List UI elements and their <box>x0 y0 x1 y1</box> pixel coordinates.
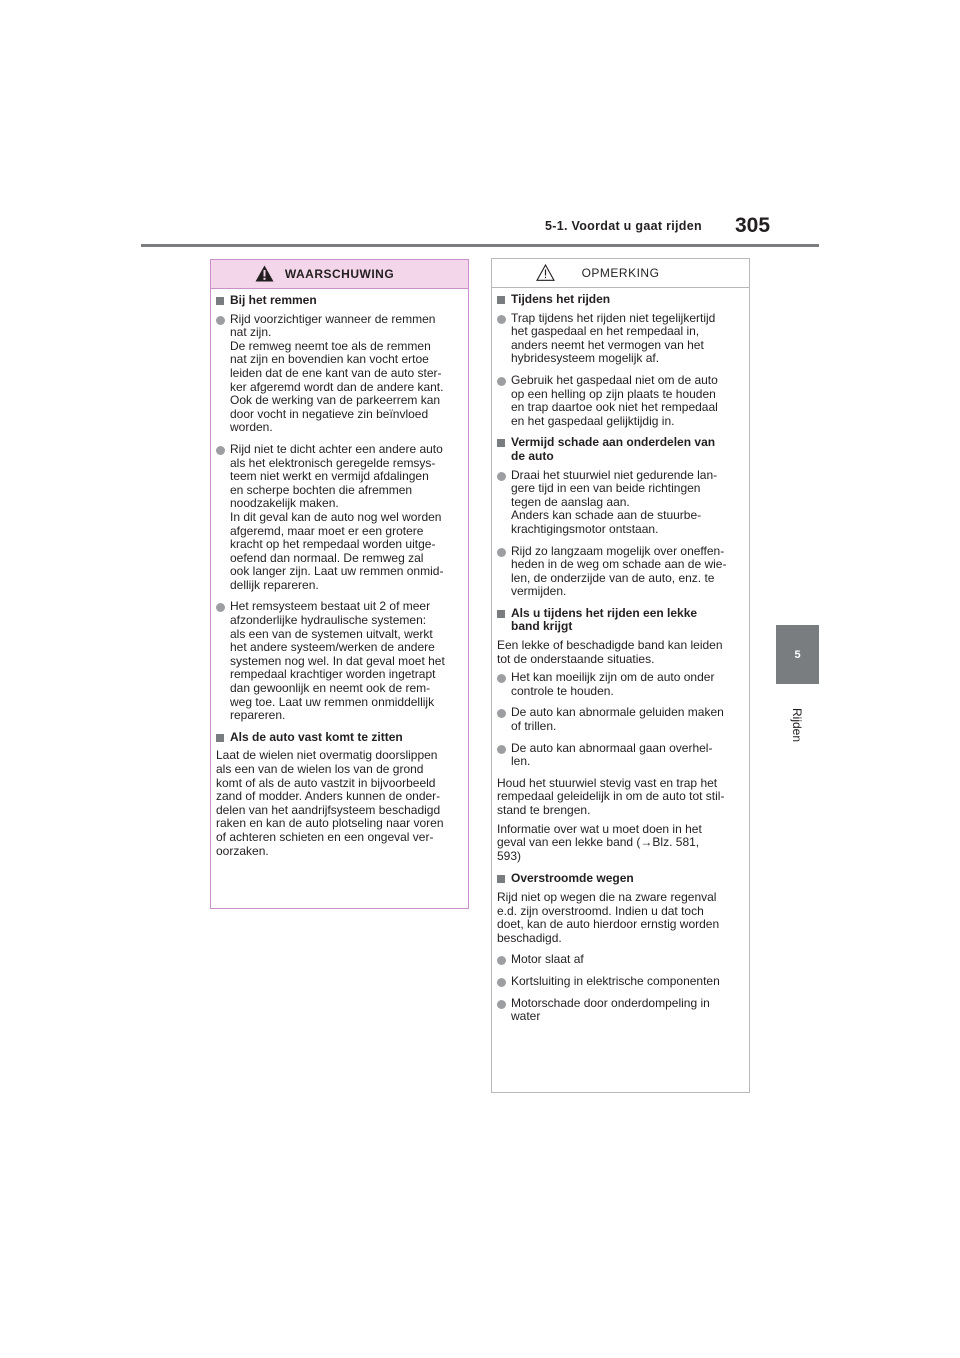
text-line: heden in de weg om schade aan de wie- <box>511 557 727 572</box>
text-line: noodzakelijk maken. <box>230 496 339 511</box>
chapter-tab <box>776 625 819 684</box>
text-line: het gaspedaal en het rempedaal in, <box>511 324 700 339</box>
text-line: of trillen. <box>511 719 557 734</box>
text-line: Laat de wielen niet overmatig doorslippen <box>216 748 438 763</box>
text-line: 593) <box>497 848 522 863</box>
text-line: Ook de werking van de parkeerrem kan <box>230 393 441 408</box>
header-rule <box>141 244 819 247</box>
text-line: De auto kan abnormale geluiden maken <box>511 705 724 720</box>
note-bullet <box>497 374 745 428</box>
note-section-heading: Tijdens het rijden <box>497 293 745 307</box>
text-line: Informatie over wat u moet doen in het <box>497 821 702 836</box>
note-bullet <box>497 742 745 769</box>
text-line: Het remsysteem bestaat uit 2 of meer <box>230 599 431 614</box>
text-line: kracht op het rempedaal worden uitge- <box>230 537 436 552</box>
note-bullet: Motor slaat af <box>497 953 745 967</box>
note-section-heading <box>497 436 745 463</box>
note-bullet <box>497 545 745 599</box>
text-line: geval van een lekke band (→Blz. 581, <box>497 835 700 850</box>
warning-section-heading: Als de auto vast komt te zitten <box>216 731 464 745</box>
text-line: controle te houden. <box>511 683 614 698</box>
text-line: oorzaken. <box>216 843 269 858</box>
note-box <box>491 258 750 1093</box>
note-paragraph <box>497 777 745 818</box>
text-line: band krijgt <box>511 619 573 634</box>
note-bullet <box>497 469 745 537</box>
text-line: en scherpe bochten die afremmen <box>230 482 413 497</box>
text-line: en het gaspedaal gelijktijdig in. <box>511 413 675 428</box>
warning-bullet <box>216 443 464 593</box>
text-line: gere tijd in een van beide richtingen <box>511 481 701 496</box>
warning-paragraph <box>216 749 464 858</box>
note-section-heading <box>497 607 745 634</box>
text-line: e.d. zijn overstroomd. Indien u dat toch <box>497 903 704 918</box>
text-line: len. <box>511 754 531 769</box>
text-line: repareren. <box>230 708 286 723</box>
text-line: nat zijn en bovendien kan vocht ertoe <box>230 352 429 367</box>
text-line: rempedaal geleidelijk in om de auto tot stil- <box>497 789 725 804</box>
warning-box-title: WAARSCHUWING <box>284 267 395 281</box>
text-line: Rijd niet op wegen die na zware regenval <box>497 889 717 904</box>
text-line: hybridesysteem mogelijk af. <box>511 351 660 366</box>
warning-box <box>210 259 469 909</box>
warning-triangle-icon <box>255 265 274 282</box>
text-line: Houd het stuurwiel stevig vast en trap het <box>497 775 718 790</box>
text-line: als het elektronisch geregelde remsys- <box>230 455 436 470</box>
text-line: vermijden. <box>511 584 567 599</box>
text-line: tegen de aanslag aan. <box>511 494 630 509</box>
text-line: op een helling op zijn plaats te houden <box>511 386 716 401</box>
text-line: oefend dan normaal. De remweg zal <box>230 550 424 565</box>
text-line: dellijk repareren. <box>230 577 319 592</box>
text-line: door vocht in negatieve zin beïnvloed <box>230 406 429 421</box>
note-box-title: OPMERKING <box>581 266 660 280</box>
text-line: ker afgeremd wordt dan de andere kant. <box>230 379 444 394</box>
note-bullet <box>497 706 745 733</box>
text-line: Het kan moeilijk zijn om de auto onder <box>511 670 715 685</box>
text-line: tot de onderstaande situaties. <box>497 651 655 666</box>
note-bullet <box>497 671 745 698</box>
text-line: Draai het stuurwiel niet gedurende lan- <box>511 467 718 482</box>
text-line: De remweg neemt toe als de remmen <box>230 338 431 353</box>
note-bullet <box>497 997 745 1024</box>
text-line: weg toe. Laat uw remmen onmiddellijk <box>230 694 435 709</box>
note-paragraph <box>497 891 745 945</box>
text-line: zand of modder. Anders kunnen de onder- <box>216 789 441 804</box>
text-line: krachtigingsmotor ontstaan. <box>511 521 659 536</box>
text-line: systemen nog wel. In dat geval moet het <box>230 653 445 668</box>
text-line: als een van de systemen uitvalt, werkt <box>230 626 433 641</box>
warning-bullet <box>216 313 464 435</box>
text-line: als een van de wielen los van de grond <box>216 762 424 776</box>
note-paragraph <box>497 823 745 864</box>
caution-triangle-icon <box>536 264 555 281</box>
warning-section-heading: Bij het remmen <box>216 294 464 308</box>
text-line: afgeremd, maar moet er een grotere <box>230 523 424 538</box>
text-line: anders neemt het vermogen van het <box>511 337 704 352</box>
text-line: raken en kan de auto plotseling naar voren <box>216 816 444 831</box>
note-section-heading: Overstroomde wegen <box>497 872 745 886</box>
chapter-title <box>780 690 814 760</box>
text-line: water <box>511 1009 541 1024</box>
note-bullet: Kortsluiting in elektrische componenten <box>497 975 745 989</box>
text-line: en trap daartoe ook niet het rempedaal <box>511 400 718 415</box>
text-line: Anders kan schade aan de stuurbe- <box>511 508 702 523</box>
text-line: stand te brengen. <box>497 803 591 817</box>
text-line: worden. <box>230 420 273 435</box>
section-title: 5-1. Voordat u gaat rijden <box>545 219 702 233</box>
text-line: rempedaal krachtiger worden ingetrapt <box>230 667 436 682</box>
note-box-body <box>492 288 749 1024</box>
note-paragraph <box>497 639 745 666</box>
text-line: Als u tijdens het rijden een lekke <box>511 605 698 620</box>
warning-bullet <box>216 600 464 722</box>
text-line: ook langer zijn. Laat uw remmen onmid- <box>230 564 444 579</box>
text-line: Vermijd schade aan onderdelen van <box>511 435 716 450</box>
text-line: delen van het aandrijfsysteem beschadigd <box>216 802 441 817</box>
text-line: Gebruik het gaspedaal niet om de auto <box>511 372 718 387</box>
text-line: Rijd zo langzaam mogelijk over oneffen- <box>511 543 725 558</box>
text-line: Rijd niet te dicht achter een andere auto <box>230 441 443 456</box>
chapter-title-text: Rijden <box>790 707 804 743</box>
text-line: dan gewoonlijk en neemt ook de rem- <box>230 681 431 696</box>
text-line: Een lekke of beschadigde band kan leiden <box>497 638 723 653</box>
page-number: 305 <box>735 214 771 237</box>
text-line: komt of als de auto vastzit in bijvoorbeeld <box>216 775 436 790</box>
text-line: nat zijn. <box>230 325 272 340</box>
text-line: Trap tijdens het rijden niet tegelijkertijd <box>511 310 716 325</box>
note-bullet <box>497 312 745 366</box>
text-line: beschadigd. <box>497 930 562 945</box>
chapter-number: 5 <box>794 648 801 661</box>
warning-box-header <box>211 260 468 289</box>
warning-box-body <box>211 289 468 858</box>
text-line: In dit geval kan de auto nog wel worden <box>230 509 442 524</box>
text-line: de auto <box>511 448 554 463</box>
text-line: teem niet werkt en vermijd afdalingen <box>230 469 429 484</box>
text-line: len, de onderzijde van de auto, enz. te <box>511 570 715 585</box>
text-line: Motorschade door onderdompeling in <box>511 995 710 1010</box>
text-line: leiden dat de ene kant van de auto ster- <box>230 365 442 380</box>
text-line: De auto kan abnormaal gaan overhel- <box>511 740 713 755</box>
text-line: of achteren schieten en een ongeval ver- <box>216 829 434 844</box>
text-line: afzonderlijke hydraulische systemen: <box>230 613 427 628</box>
note-box-header <box>492 259 749 288</box>
text-line: het andere systeem/werken de andere <box>230 640 435 655</box>
text-line: Rijd voorzichtiger wanneer de remmen <box>230 311 436 326</box>
text-line: doet, kan de auto hierdoor ernstig worden <box>497 917 720 932</box>
